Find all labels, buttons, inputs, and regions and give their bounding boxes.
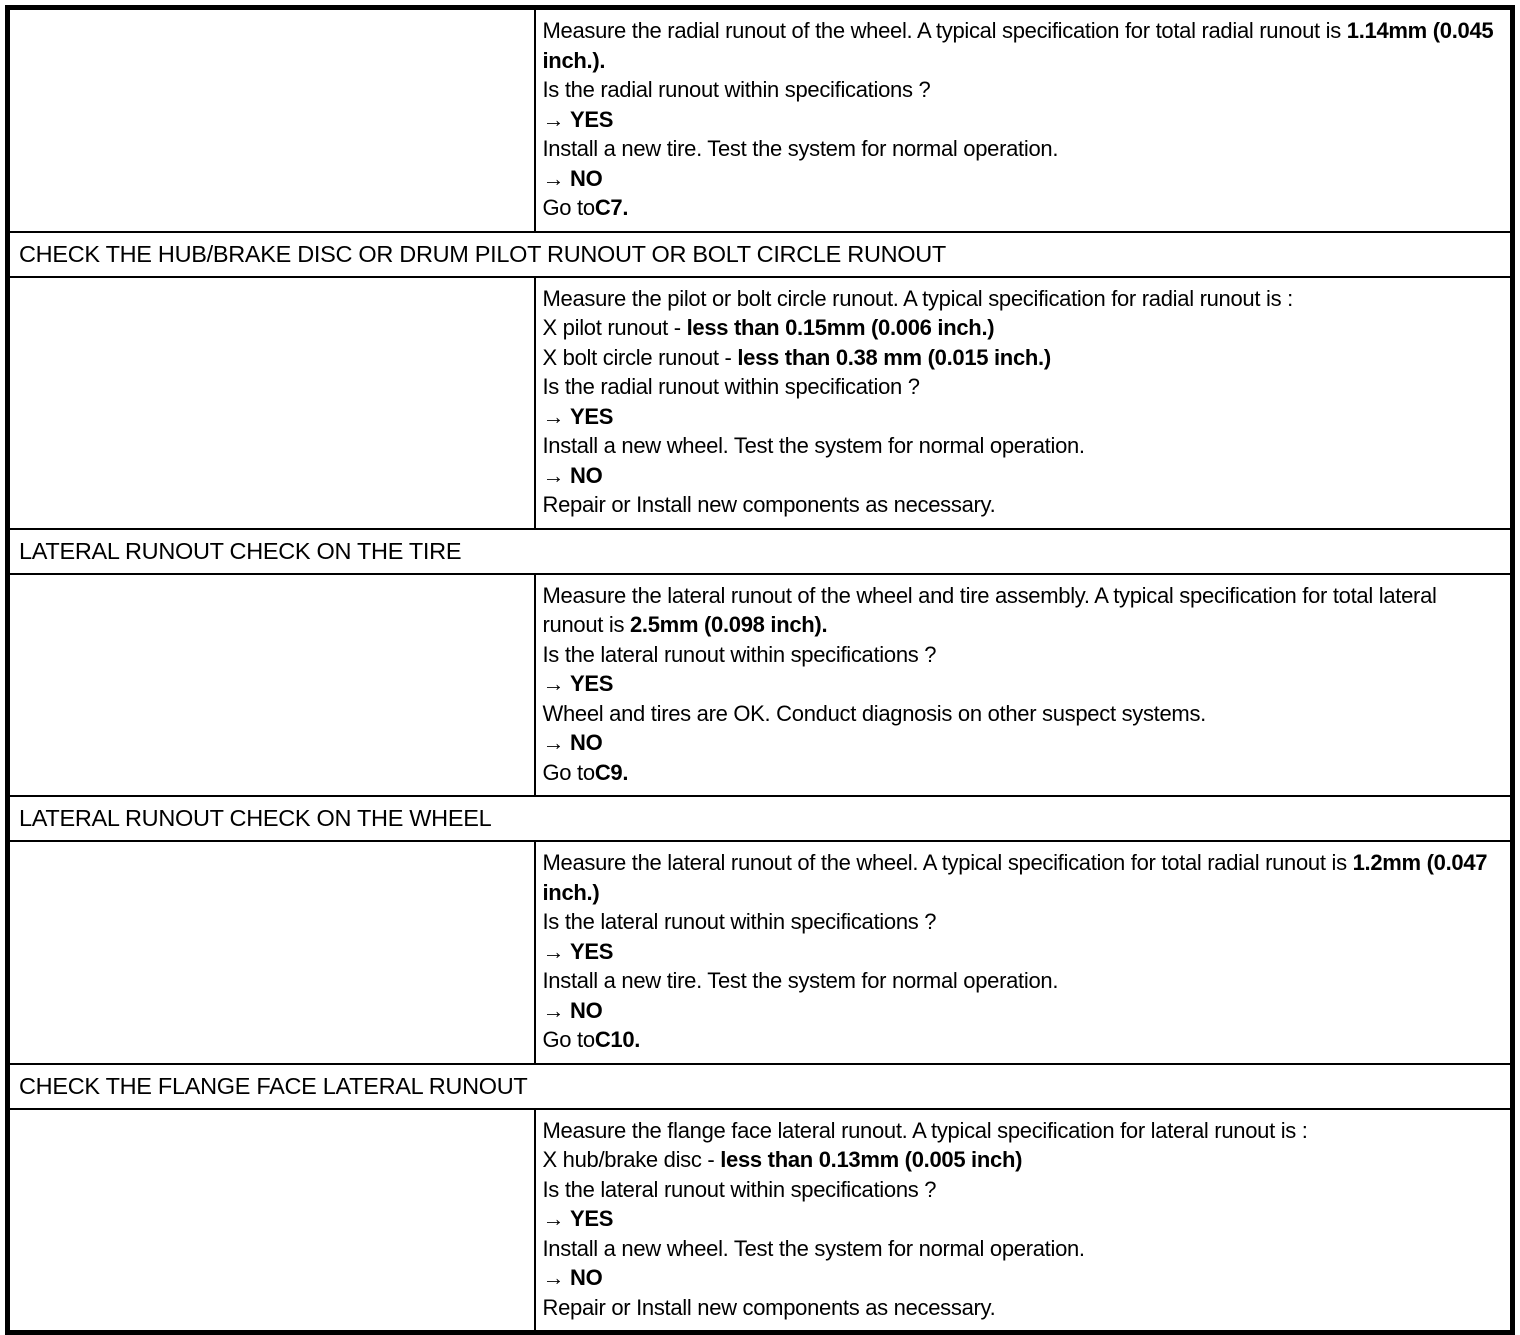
emphasis-text: less than 0.13mm (0.005 inch) (720, 1147, 1023, 1172)
text-segment: Install a new tire. Test the system for normal operation. (542, 968, 1059, 993)
measure-instruction (543, 848, 1501, 907)
emphasis-text: YES (570, 938, 614, 964)
text-segment: X hub/brake disc - (542, 1147, 721, 1172)
text-segment: Is the radial runout within specification ? (542, 374, 920, 399)
decision-yes (543, 669, 1501, 699)
decision-no (543, 461, 1501, 491)
emphasis-text: 2.5mm (0.098 inch). (630, 612, 828, 637)
text-segment: Go to (542, 195, 595, 220)
emphasis-text: NO (570, 1265, 603, 1290)
no-action (543, 490, 1501, 520)
diagnostic-procedure-table (5, 5, 1515, 1335)
yes-action (543, 431, 1501, 461)
empty-cell (8, 841, 535, 1064)
measure-instruction (543, 1116, 1501, 1146)
procedure-row (8, 8, 1513, 232)
procedure-row (8, 277, 1513, 529)
text-segment: → (542, 1206, 571, 1231)
emphasis-text: NO (570, 165, 603, 191)
section-header-row (8, 796, 1513, 841)
section-header: CHECK THE HUB/BRAKE DISC OR DRUM PILOT RUNOUT OR BOLT CIRCLE RUNOUT (8, 232, 1513, 277)
no-action (543, 1025, 1501, 1055)
decision-yes (543, 1204, 1501, 1234)
section-header-row (8, 1064, 1513, 1109)
emphasis-text: less than 0.15mm (0.006 inch.) (686, 315, 995, 340)
text-segment: → (542, 165, 571, 191)
text-segment: Measure the lateral runout of the wheel and tire assembly. A typical specification for total lateral runout is (542, 582, 1437, 637)
yes-action (543, 134, 1501, 164)
question-line (543, 372, 1501, 402)
emphasis-text: 1.2mm (0.047 inch.) (542, 850, 1488, 905)
text-segment: → (542, 1265, 571, 1290)
decision-no (543, 164, 1501, 194)
empty-cell (8, 1109, 535, 1333)
question-line (543, 907, 1501, 937)
text-segment: Install a new wheel. Test the system for normal operation. (542, 433, 1085, 458)
text-segment: X pilot runout - (542, 315, 687, 340)
text-segment: Wheel and tires are OK. Conduct diagnosis on other suspect systems. (542, 700, 1206, 726)
empty-cell (8, 574, 535, 797)
question-line (543, 640, 1501, 670)
decision-yes (543, 402, 1501, 432)
section-header: LATERAL RUNOUT CHECK ON THE WHEEL (8, 796, 1513, 841)
text-segment: Repair or Install new components as necessary. (542, 1294, 996, 1320)
procedure-cell (535, 277, 1513, 529)
emphasis-text: YES (570, 403, 614, 429)
emphasis-text: YES (570, 106, 614, 132)
text-segment: → (542, 106, 571, 132)
emphasis-text: C10. (594, 1027, 641, 1052)
measure-instruction (543, 16, 1501, 75)
text-segment: → (542, 671, 571, 696)
decision-no (543, 1263, 1501, 1293)
emphasis-text: NO (570, 462, 603, 488)
yes-action (543, 699, 1501, 729)
text-segment: Is the radial runout within specifications ? (542, 77, 931, 102)
text-segment: Go to (542, 1027, 595, 1052)
text-segment: → (542, 938, 571, 964)
decision-no (543, 728, 1501, 758)
section-header: LATERAL RUNOUT CHECK ON THE TIRE (8, 529, 1513, 574)
text-segment: → (542, 403, 571, 429)
procedure-cell (535, 574, 1513, 797)
text-segment: Measure the radial runout of the wheel. A typical specification for total radial runout is (542, 18, 1347, 43)
text-segment: Is the lateral runout within specifications ? (542, 909, 937, 934)
text-segment: X bolt circle runout - (542, 344, 738, 370)
text-segment: → (542, 462, 571, 488)
procedure-row (8, 1109, 1513, 1333)
text-segment: Measure the lateral runout of the wheel. A typical specification for total radial runout is (542, 850, 1353, 875)
decision-no (543, 996, 1501, 1026)
section-header: CHECK THE FLANGE FACE LATERAL RUNOUT (8, 1064, 1513, 1109)
text-segment: Is the lateral runout within specifications ? (542, 641, 937, 667)
text-segment: Install a new wheel. Test the system for normal operation. (542, 1235, 1085, 1261)
no-action (543, 193, 1501, 223)
decision-yes (543, 937, 1501, 967)
measure-instruction (543, 581, 1501, 640)
emphasis-text: less than 0.38 mm (0.015 inch.) (737, 344, 1051, 370)
text-segment: Measure the flange face lateral runout. A typical specification for lateral runout is : (542, 1117, 1308, 1143)
decision-yes (543, 105, 1501, 135)
text-segment: → (542, 997, 571, 1023)
spec-line (543, 313, 1501, 343)
text-segment: Is the lateral runout within specifications ? (542, 1176, 937, 1202)
empty-cell (8, 8, 535, 232)
text-segment: Go to (542, 759, 595, 785)
spec-line (543, 343, 1501, 373)
section-header-row (8, 232, 1513, 277)
no-action (543, 758, 1501, 788)
yes-action (543, 966, 1501, 996)
text-segment: Measure the pilot or bolt circle runout. A typical specification for radial runout is : (542, 285, 1293, 311)
empty-cell (8, 277, 535, 529)
emphasis-text: 1.14mm (0.045 inch.). (542, 18, 1494, 73)
measure-instruction (543, 284, 1501, 314)
procedure-row (8, 841, 1513, 1064)
emphasis-text: C7. (594, 195, 629, 220)
emphasis-text: YES (570, 1206, 614, 1231)
procedure-cell (535, 841, 1513, 1064)
text-segment: Install a new tire. Test the system for normal operation. (542, 136, 1059, 161)
emphasis-text: NO (570, 730, 603, 755)
question-line (543, 75, 1501, 105)
section-header-row (8, 529, 1513, 574)
table-body (8, 8, 1513, 1333)
question-line (543, 1175, 1501, 1205)
procedure-cell (535, 1109, 1513, 1333)
spec-line (543, 1145, 1501, 1175)
yes-action (543, 1234, 1501, 1264)
procedure-cell (535, 8, 1513, 232)
procedure-row (8, 574, 1513, 797)
emphasis-text: C9. (594, 759, 629, 785)
emphasis-text: YES (570, 671, 614, 696)
text-segment: Repair or Install new components as necessary. (542, 492, 996, 517)
text-segment: → (542, 730, 571, 755)
no-action (543, 1293, 1501, 1323)
emphasis-text: NO (570, 997, 603, 1023)
